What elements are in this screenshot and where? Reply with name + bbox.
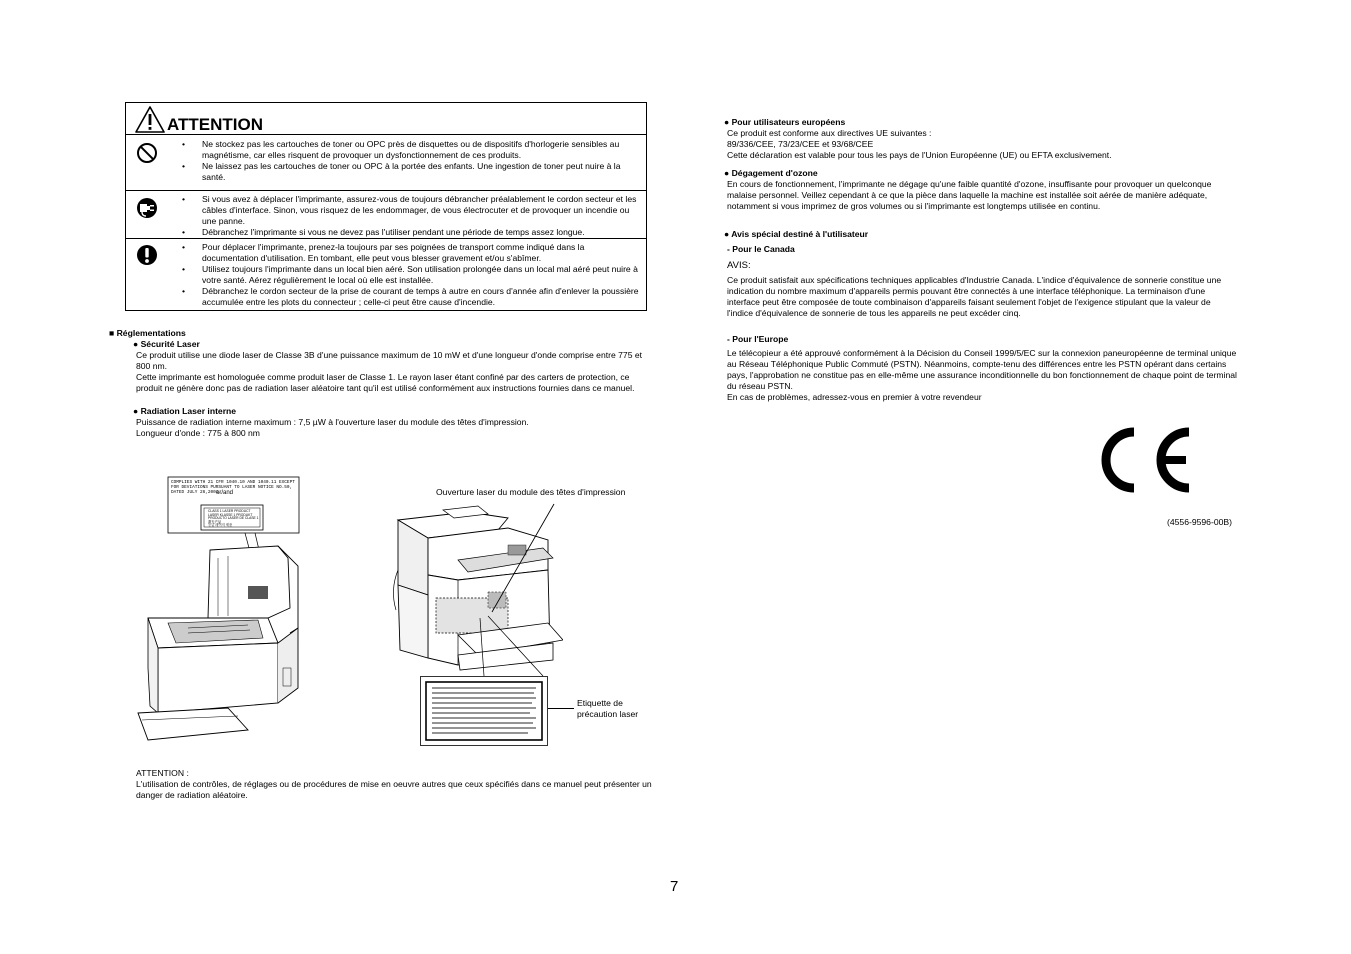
label-orland: or/and [216, 490, 234, 496]
attention-row-unplug [126, 191, 646, 239]
radiation-line-2: Longueur d'onde : 775 à 800 nm [136, 428, 260, 438]
laser-safety-heading: ● Sécurité Laser [133, 339, 200, 349]
label-pointer-line [548, 708, 574, 709]
warning-triangle-icon [135, 106, 165, 136]
europe-text-2: En cas de problèmes, adressez-vous en premier à votre revendeur [727, 392, 982, 402]
laser-warning-label [420, 676, 548, 746]
document-code: (4556-9596-00B) [1167, 517, 1232, 527]
attention-header [126, 103, 646, 135]
laser-safety-text-2: Cette imprimante est homologuée comme produit laser de Classe 1. Le rayon laser étant confiné par des carters de protection, ce produit ne génère donc pas de radiation laser aléatoire tant qu'il est utilisé conformément aux instructions fournies dans ce manuel. [136, 372, 635, 393]
caption-laser-aperture: Ouverture laser du module des têtes d'impression [436, 487, 626, 497]
attention-title: ATTENTION [167, 115, 264, 134]
reglementations-heading: ■ Réglementations [109, 328, 186, 338]
attention-item: • Si vous avez à déplacer l'imprimante, assurez-vous de toujours débrancher préalablement le cordon secteur et les câbles d'interface. Sinon, vous risquez de les endommager, de vous électrocuter et de provoquer un incendie ou une panne. [182, 194, 640, 227]
eu-line-3: Cette déclaration est valable pour tous les pays de l'Union Européenne (UE) ou EFTA exclusivement. [727, 150, 1112, 160]
attention-item: • Ne laissez pas les cartouches de toner ou OPC à la portée des enfants. Une ingestion de toner peut nuire à la santé. [182, 161, 640, 183]
canada-heading: - Pour le Canada [727, 244, 795, 254]
eu-heading: ● Pour utilisateurs européens [724, 117, 846, 127]
attention-row-storage [126, 135, 646, 191]
avis-heading: ● Avis spécial destiné à l'utilisateur [724, 229, 869, 239]
caption-laser-label: Etiquette de précaution laser [577, 698, 639, 719]
attention-item: • Débranchez l'imprimante si vous ne devez pas l'utiliser pendant une période de temps assez longue. [182, 227, 640, 238]
europe-heading: - Pour l'Europe [727, 334, 789, 344]
attention-item: • Débranchez le cordon secteur de la prise de courant de temps à autre en cours d'année afin d'enlever la poussière accumulée entre les plots du connecteur ; celle-ci peut être cause d'incendie. [182, 286, 640, 308]
attention-box [125, 102, 647, 311]
ozone-heading: ● Dégagement d'ozone [724, 168, 818, 178]
attention-item: • Pour déplacer l'imprimante, prenez-la toujours par ses poignées de transport comme indiqué dans la documentation d'utilisation. En tombant, elle peut vous blesser gravement et/ou s'abîmer. [182, 242, 640, 264]
radiation-heading: ● Radiation Laser interne [133, 406, 237, 416]
radiation-line-1: Puissance de radiation interne maximum : 7,5 µW à l'ouverture laser du module des têtes d'impression. [136, 417, 529, 427]
ce-mark-logo [1094, 424, 1194, 496]
attention-row-handling [126, 239, 646, 311]
exclamation-icon [136, 244, 158, 269]
attention-note-title: ATTENTION : [136, 768, 189, 778]
laser-safety-text-1: Ce produit utilise une diode laser de Classe 3B d'une puissance maximum de 10 mW et d'une longueur d'onde comprise entre 775 et 800 nm. [136, 350, 643, 371]
printer-open-illustration [128, 468, 308, 748]
class-label-text: CLASS 1 LASER PRODUCT LASER KLASSE 1 PRODUKT PRODUCTO LASER DE CLASE 1 激光产品 등급 레이저 제품 [208, 509, 259, 528]
eu-line-2: 89/336/CEE, 73/23/CEE et 93/68/CEE [727, 139, 874, 149]
attention-item: • Ne stockez pas les cartouches de toner ou OPC près de disquettes ou de dispositifs d'horlogerie sensibles au magnétisme, car elles risquent de provoquer un dysfonctionnement de ces produits. [182, 139, 640, 161]
unplug-icon [136, 197, 158, 222]
compliance-label-text: COMPLIES WITH 21 CFR 1040.10 AND 1040.11 EXCEPT FOR DEVIATIONS PURSUANT TO LASER NOTICE NO.50, DATED JULY 26,2001. [171, 480, 295, 495]
attention-note-text: L'utilisation de contrôles, de réglages ou de procédures de mise en oeuvre autres que ceux spécifiés dans ce manuel peut présenter un danger de radiation aléatoire. [136, 779, 652, 800]
eu-line-1: Ce produit est conforme aux directives UE suivantes : [727, 128, 932, 138]
page-number: 7 [670, 878, 679, 895]
ozone-text: En cours de fonctionnement, l'imprimante ne dégage qu'une faible quantité d'ozone, insuffisante pour provoquer un quelconque malaise personnel. Veillez cependant à ce que la pièce dans laquelle la machine est installée soit aérée de manière adéquate, notamment si vous imprimez de gros volumes ou si l'imprimante est longtemps utilisée en continu. [727, 179, 1212, 211]
avis-label: AVIS: [727, 260, 751, 271]
attention-item: • Utilisez toujours l'imprimante dans un local bien aéré. Son utilisation prolongée dans un local mal aéré peut nuire à votre santé. Aérez régulièrement le local où elle est installée. [182, 264, 640, 286]
europe-text: Le télécopieur a été approuvé conformément à la Décision du Conseil 1999/5/EC sur la connexion paneuropéenne de terminal unique au Réseau Téléphonique Public Commuté (PSTN). Néanmoins, compte-tenu des différences entre les PSTN opérant dans certains pays, l'approbation ne constitue pas en elle-même une assurance inconditionnelle du bon fonctionnement de chaque point de terminal du réseau PSTN. [727, 348, 1237, 391]
prohibition-icon [136, 142, 158, 167]
canada-text: Ce produit satisfait aux spécifications techniques applicables d'Industrie Canada. L'indice d'équivalence de sonnerie constitue une indication du nombre maximum d'appareils permis pouvant être connectés à une interface téléphonique. La terminaison d'une interface peut être composée de toute combinaison d'appareils faisant seulement l'objet de l'exigence stipulant que la valeur de l'indice d'équivalence de sonnerie de tous les appareils ne peut excéder cinq. [727, 275, 1222, 318]
